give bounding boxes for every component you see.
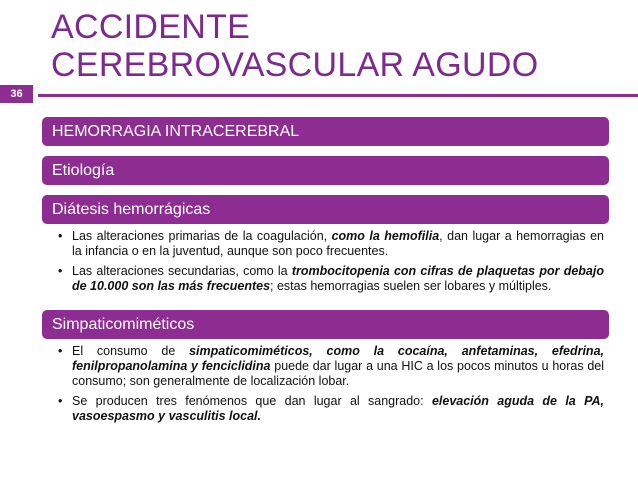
- slide-title: [51, 8, 631, 84]
- slide-number-badge: 36: [0, 85, 33, 103]
- diatesis-bullet-list: [58, 229, 604, 299]
- bullet-item: • Las alteraciones secundarias, como la trombocitopenia con cifras de plaquetas por debajo de 10.000 son las más frecuentes; estas hemorragias suelen ser lobares y múltiples.: [58, 264, 604, 294]
- title-line-1: ACCIDENTE: [51, 8, 251, 46]
- section-bar-etiologia: Etiología: [42, 156, 609, 185]
- bullet-item: • El consumo de simpaticomiméticos, como la cocaína, anfetaminas, efedrina, fenilpropanolamina y fenciclidina puede dar lugar a una HIC a los pocos minutos u horas del consumo; son generalmente de localización lobar.: [58, 344, 604, 389]
- section-bar-hemorragia: HEMORRAGIA INTRACEREBRAL: [42, 117, 609, 146]
- simpatico-bullet-list: [58, 344, 604, 429]
- section-bar-diatesis: Diátesis hemorrágicas: [42, 195, 609, 224]
- bullet-item: • Se producen tres fenómenos que dan lugar al sangrado: elevación aguda de la PA, vasoespasmo y vasculitis local.: [58, 394, 604, 424]
- title-divider: [38, 94, 638, 97]
- section-bar-simpaticomimeticos: Simpaticomiméticos: [42, 310, 609, 339]
- title-line-2: CEREBROVASCULAR AGUDO: [51, 46, 539, 84]
- bullet-item: • Las alteraciones primarias de la coagulación, como la hemofilia, dan lugar a hemorragias en la infancia o en la juventud, aunque son poco frecuentes.: [58, 229, 604, 259]
